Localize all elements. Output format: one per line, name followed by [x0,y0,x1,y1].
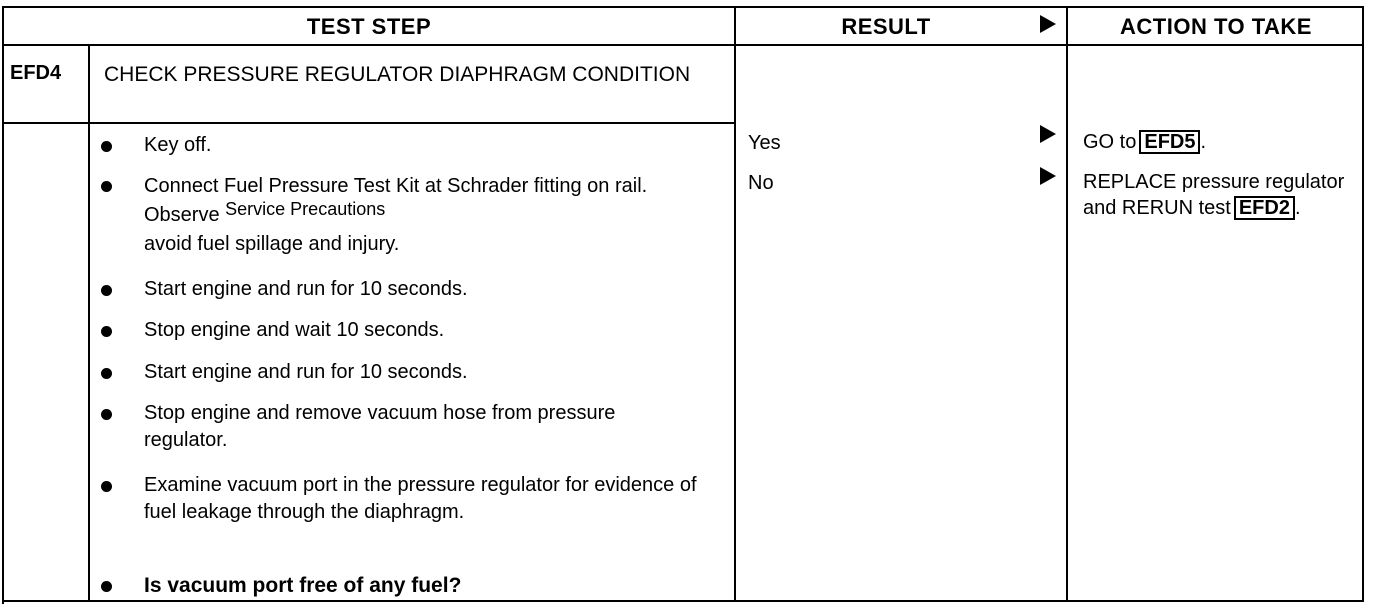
result-yes: Yes [748,132,781,154]
result-arrow-icon [1040,167,1056,185]
action-yes-text: GO to [1083,131,1137,153]
bullet-dot-icon [101,409,112,420]
outer-left-border [2,6,4,604]
header-result: RESULT [841,14,931,39]
header-test-step: TEST STEP [306,14,432,39]
ref-efd5: EFD5 [1139,130,1200,154]
ref-efd2: EFD2 [1234,196,1295,220]
bullet-text-2-main: Connect Fuel Pressure Test Kit at Schrader fitting on rail. Observe [144,175,648,226]
step-id: EFD4 [10,62,62,84]
outer-top-border [2,6,1364,8]
header-bottom-rule [2,44,1364,46]
bullets-left-border [88,122,90,602]
bullet-text-3: Start engine and run for 10 seconds. [144,278,468,300]
bullet-dot-icon [101,285,112,296]
bullet-dot-icon [101,481,112,492]
header-arrow-icon [1040,15,1056,33]
action-yes [1083,129,1373,155]
column-divider-2 [1066,6,1068,602]
bullet-text-1: Key off. [144,134,212,156]
bullet-text-7: Examine vacuum port in the pressure regulator for evidence of fuel leakage through the diaphragm. [144,474,697,523]
bullet-text-4: Stop engine and wait 10 seconds. [144,319,445,341]
column-divider-1 [734,6,736,602]
action-no-suffix: . [1294,197,1301,219]
bullet-dot-icon [101,181,112,192]
action-yes-suffix: . [1200,131,1207,153]
service-precautions-ref: Service Precautions [225,199,386,219]
bullet-text-5: Start engine and run for 10 seconds. [144,361,468,383]
step-id-divider [88,44,90,124]
bullet-dot-icon [101,581,112,592]
result-no: No [748,172,774,194]
bullet-text-6: Stop engine and remove vacuum hose from pressure regulator. [144,402,616,451]
bullet-text-2 [144,172,724,259]
bullet-text-2-tail: avoid fuel spillage and injury. [144,233,400,255]
bullet-text-8: Is vacuum port free of any fuel? [144,574,462,597]
bullet-dot-icon [101,368,112,379]
result-arrow-icon [1040,125,1056,143]
action-no-text: REPLACE pressure regulator and RERUN test [1083,171,1345,219]
action-no [1083,169,1353,221]
outer-bottom-border [2,600,1364,602]
outer-right-border [1362,6,1364,600]
bullet-dot-icon [101,326,112,337]
bullet-dot-icon [101,141,112,152]
header-action-to-take: ACTION TO TAKE [1120,14,1312,39]
step-title-bottom-rule [2,122,736,124]
step-title: CHECK PRESSURE REGULATOR DIAPHRAGM CONDITION [104,63,691,86]
